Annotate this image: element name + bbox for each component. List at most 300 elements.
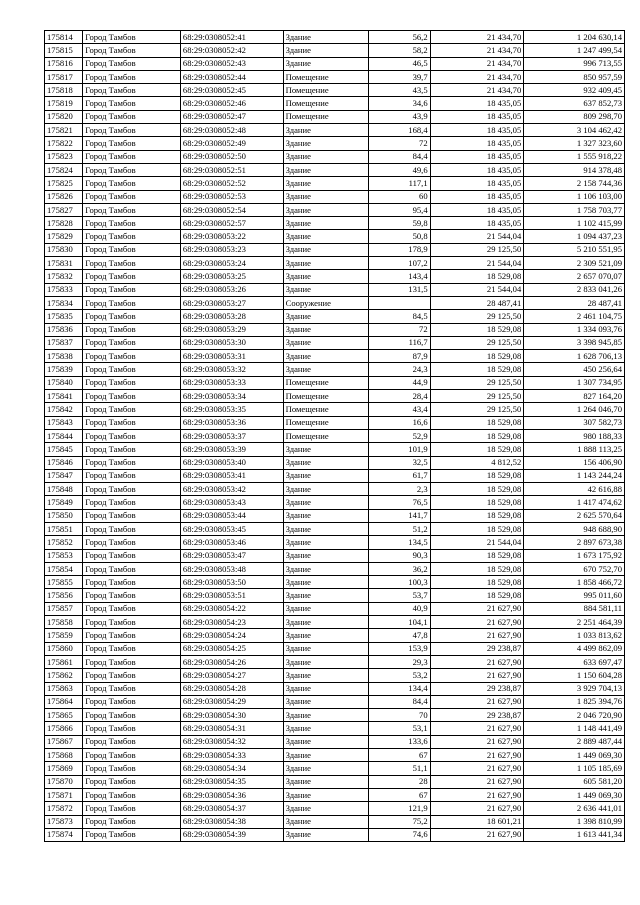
object-type-cell: Здание [283,576,369,589]
area-cell: 28,4 [369,390,430,403]
object-type-cell: Здание [283,616,369,629]
unit-value-cell: 18 529,08 [430,549,524,562]
area-cell: 59,8 [369,217,430,230]
unit-value-cell: 21 627,90 [430,749,524,762]
table-row [45,177,625,190]
table-row [45,536,625,549]
unit-value-cell: 21 434,70 [430,84,524,97]
table-row [45,815,625,828]
row-id: 175841 [45,390,83,403]
table-row [45,350,625,363]
cadastral-value-cell: 1 825 394,76 [524,695,625,708]
table-row [45,44,625,57]
unit-value-cell: 18 529,08 [430,496,524,509]
area-cell: 39,7 [369,70,430,83]
area-cell: 56,2 [369,31,430,44]
cadastral-table [44,30,625,842]
object-type-cell: Здание [283,815,369,828]
cadastral-number-cell: 68:29:0308054:34 [180,762,283,775]
unit-value-cell: 18 435,05 [430,163,524,176]
cadastral-value-cell: 1 094 437,23 [524,230,625,243]
city-cell: Город Тамбов [83,762,181,775]
cadastral-number-cell: 68:29:0308054:29 [180,695,283,708]
city-cell: Город Тамбов [83,217,181,230]
table-row [45,70,625,83]
object-type-cell: Здание [283,456,369,469]
cadastral-number-cell: 68:29:0308053:51 [180,589,283,602]
cadastral-value-cell: 2 889 487,44 [524,735,625,748]
cadastral-number-cell: 68:29:0308054:24 [180,629,283,642]
table-row [45,682,625,695]
city-cell: Город Тамбов [83,323,181,336]
row-id: 175860 [45,642,83,655]
cadastral-value-cell: 2 636 441,01 [524,802,625,815]
object-type-cell: Здание [283,536,369,549]
unit-value-cell: 21 434,70 [430,70,524,83]
unit-value-cell: 21 544,04 [430,536,524,549]
area-cell: 121,9 [369,802,430,815]
area-cell: 52,9 [369,429,430,442]
area-cell: 67 [369,788,430,801]
object-type-cell: Помещение [283,84,369,97]
object-type-cell: Здание [283,602,369,615]
city-cell: Город Тамбов [83,815,181,828]
cadastral-number-cell: 68:29:0308052:53 [180,190,283,203]
area-cell: 43,4 [369,403,430,416]
table-row [45,203,625,216]
area-cell: 153,9 [369,642,430,655]
city-cell: Город Тамбов [83,629,181,642]
row-id: 175859 [45,629,83,642]
area-cell: 60 [369,190,430,203]
unit-value-cell: 18 529,08 [430,483,524,496]
city-cell: Город Тамбов [83,695,181,708]
cadastral-number-cell: 68:29:0308054:22 [180,602,283,615]
object-type-cell: Помещение [283,376,369,389]
table-row [45,562,625,575]
unit-value-cell: 29 125,50 [430,310,524,323]
city-cell: Город Тамбов [83,336,181,349]
cadastral-number-cell: 68:29:0308052:51 [180,163,283,176]
object-type-cell: Помещение [283,429,369,442]
city-cell: Город Тамбов [83,589,181,602]
area-cell: 168,4 [369,124,430,137]
cadastral-value-cell: 2 046 720,90 [524,709,625,722]
cadastral-number-cell: 68:29:0308052:43 [180,57,283,70]
table-row [45,762,625,775]
area-cell: 43,5 [369,84,430,97]
unit-value-cell: 29 238,87 [430,709,524,722]
cadastral-number-cell: 68:29:0308053:35 [180,403,283,416]
table-row [45,336,625,349]
cadastral-value-cell: 3 104 462,42 [524,124,625,137]
cadastral-number-cell: 68:29:0308054:38 [180,815,283,828]
cadastral-value-cell: 1 555 918,22 [524,150,625,163]
row-id: 175824 [45,163,83,176]
table-row [45,469,625,482]
cadastral-value-cell: 637 852,73 [524,97,625,110]
row-id: 175827 [45,203,83,216]
object-type-cell: Здание [283,762,369,775]
table-row [45,296,625,309]
object-type-cell: Здание [283,443,369,456]
city-cell: Город Тамбов [83,57,181,70]
object-type-cell: Здание [283,469,369,482]
unit-value-cell: 29 125,50 [430,243,524,256]
object-type-cell: Здание [283,655,369,668]
object-type-cell: Помещение [283,390,369,403]
cadastral-value-cell: 1 334 093,76 [524,323,625,336]
row-id: 175847 [45,469,83,482]
row-id: 175865 [45,709,83,722]
cadastral-value-cell: 996 713,55 [524,57,625,70]
row-id: 175823 [45,150,83,163]
table-row [45,283,625,296]
city-cell: Город Тамбов [83,469,181,482]
city-cell: Город Тамбов [83,137,181,150]
object-type-cell: Здание [283,350,369,363]
city-cell: Город Тамбов [83,616,181,629]
cadastral-number-cell: 68:29:0308053:45 [180,522,283,535]
city-cell: Город Тамбов [83,802,181,815]
cadastral-number-cell: 68:29:0308053:39 [180,443,283,456]
cadastral-number-cell: 68:29:0308054:26 [180,655,283,668]
object-type-cell: Здание [283,177,369,190]
area-cell: 67 [369,749,430,762]
cadastral-value-cell: 1 449 069,30 [524,749,625,762]
city-cell: Город Тамбов [83,243,181,256]
row-id: 175835 [45,310,83,323]
area-cell: 34,6 [369,97,430,110]
object-type-cell: Здание [283,562,369,575]
area-cell: 84,4 [369,695,430,708]
city-cell: Город Тамбов [83,177,181,190]
cadastral-number-cell: 68:29:0308053:46 [180,536,283,549]
cadastral-number-cell: 68:29:0308053:48 [180,562,283,575]
city-cell: Город Тамбов [83,203,181,216]
cadastral-number-cell: 68:29:0308053:32 [180,363,283,376]
area-cell: 50,8 [369,230,430,243]
table-row [45,456,625,469]
cadastral-value-cell: 1 417 474,62 [524,496,625,509]
object-type-cell: Здание [283,709,369,722]
table-row [45,376,625,389]
row-id: 175871 [45,788,83,801]
cadastral-number-cell: 68:29:0308053:23 [180,243,283,256]
table-row [45,429,625,442]
area-cell: 72 [369,323,430,336]
table-row [45,749,625,762]
table-row [45,642,625,655]
unit-value-cell: 21 627,90 [430,762,524,775]
row-id: 175822 [45,137,83,150]
object-type-cell: Здание [283,509,369,522]
unit-value-cell: 29 125,50 [430,403,524,416]
table-row [45,589,625,602]
unit-value-cell: 21 627,90 [430,602,524,615]
cadastral-number-cell: 68:29:0308053:22 [180,230,283,243]
city-cell: Город Тамбов [83,390,181,403]
unit-value-cell: 21 627,90 [430,775,524,788]
area-cell: 133,6 [369,735,430,748]
table-row [45,602,625,615]
cadastral-value-cell: 914 378,48 [524,163,625,176]
cadastral-number-cell: 68:29:0308053:27 [180,296,283,309]
city-cell: Город Тамбов [83,669,181,682]
city-cell: Город Тамбов [83,655,181,668]
unit-value-cell: 18 529,08 [430,509,524,522]
cadastral-number-cell: 68:29:0308054:31 [180,722,283,735]
cadastral-value-cell: 995 011,60 [524,589,625,602]
object-type-cell: Здание [283,217,369,230]
cadastral-value-cell: 1 307 734,95 [524,376,625,389]
unit-value-cell: 21 627,90 [430,722,524,735]
row-id: 175852 [45,536,83,549]
table-row [45,629,625,642]
cadastral-value-cell: 1 106 103,00 [524,190,625,203]
cadastral-number-cell: 68:29:0308052:50 [180,150,283,163]
area-cell: 2,3 [369,483,430,496]
cadastral-value-cell: 156 406,90 [524,456,625,469]
row-id: 175866 [45,722,83,735]
unit-value-cell: 18 529,08 [430,443,524,456]
cadastral-value-cell: 1 327 323,60 [524,137,625,150]
table-row [45,257,625,270]
table-row [45,363,625,376]
row-id: 175837 [45,336,83,349]
city-cell: Город Тамбов [83,150,181,163]
area-cell: 74,6 [369,828,430,841]
city-cell: Город Тамбов [83,376,181,389]
row-id: 175844 [45,429,83,442]
city-cell: Город Тамбов [83,270,181,283]
object-type-cell: Здание [283,775,369,788]
cadastral-value-cell: 1 247 499,54 [524,44,625,57]
cadastral-number-cell: 68:29:0308053:36 [180,416,283,429]
unit-value-cell: 18 435,05 [430,124,524,137]
table-row [45,31,625,44]
cadastral-value-cell: 809 298,70 [524,110,625,123]
cadastral-number-cell: 68:29:0308053:33 [180,376,283,389]
cadastral-value-cell: 980 188,33 [524,429,625,442]
city-cell: Город Тамбов [83,682,181,695]
area-cell: 100,3 [369,576,430,589]
city-cell: Город Тамбов [83,163,181,176]
unit-value-cell: 18 435,05 [430,217,524,230]
area-cell: 76,5 [369,496,430,509]
object-type-cell: Помещение [283,110,369,123]
unit-value-cell: 21 627,90 [430,802,524,815]
unit-value-cell: 18 529,08 [430,562,524,575]
city-cell: Город Тамбов [83,190,181,203]
area-cell: 46,5 [369,57,430,70]
city-cell: Город Тамбов [83,642,181,655]
cadastral-number-cell: 68:29:0308053:47 [180,549,283,562]
table-body [45,31,625,842]
row-id: 175816 [45,57,83,70]
table-row [45,802,625,815]
city-cell: Город Тамбов [83,429,181,442]
object-type-cell: Здание [283,336,369,349]
row-id: 175839 [45,363,83,376]
area-cell: 104,1 [369,616,430,629]
city-cell: Город Тамбов [83,403,181,416]
cadastral-value-cell: 1 204 630,14 [524,31,625,44]
table-row [45,390,625,403]
unit-value-cell: 21 544,04 [430,257,524,270]
cadastral-number-cell: 68:29:0308053:29 [180,323,283,336]
unit-value-cell: 21 627,90 [430,788,524,801]
row-id: 175832 [45,270,83,283]
table-row [45,483,625,496]
row-id: 175817 [45,70,83,83]
unit-value-cell: 29 125,50 [430,336,524,349]
row-id: 175828 [45,217,83,230]
cadastral-value-cell: 1 264 046,70 [524,403,625,416]
city-cell: Город Тамбов [83,84,181,97]
unit-value-cell: 18 435,05 [430,190,524,203]
cadastral-value-cell: 2 833 041,26 [524,283,625,296]
row-id: 175843 [45,416,83,429]
cadastral-value-cell: 1 673 175,92 [524,549,625,562]
table-row [45,150,625,163]
area-cell: 24,3 [369,363,430,376]
table-row [45,84,625,97]
row-id: 175831 [45,257,83,270]
unit-value-cell: 18 435,05 [430,203,524,216]
object-type-cell: Здание [283,57,369,70]
row-id: 175836 [45,323,83,336]
city-cell: Город Тамбов [83,496,181,509]
cadastral-value-cell: 2 158 744,36 [524,177,625,190]
row-id: 175854 [45,562,83,575]
object-type-cell: Здание [283,642,369,655]
table-row [45,828,625,841]
table-row [45,217,625,230]
area-cell: 43,9 [369,110,430,123]
cadastral-number-cell: 68:29:0308052:47 [180,110,283,123]
cadastral-number-cell: 68:29:0308053:50 [180,576,283,589]
city-cell: Город Тамбов [83,483,181,496]
table-row [45,509,625,522]
object-type-cell: Помещение [283,403,369,416]
cadastral-number-cell: 68:29:0308052:41 [180,31,283,44]
object-type-cell: Здание [283,549,369,562]
table-row [45,722,625,735]
area-cell: 134,4 [369,682,430,695]
row-id: 175819 [45,97,83,110]
city-cell: Город Тамбов [83,562,181,575]
table-row [45,57,625,70]
object-type-cell: Здание [283,137,369,150]
object-type-cell: Здание [283,283,369,296]
cadastral-number-cell: 68:29:0308054:37 [180,802,283,815]
cadastral-number-cell: 68:29:0308054:32 [180,735,283,748]
unit-value-cell: 29 125,50 [430,376,524,389]
unit-value-cell: 18 529,08 [430,576,524,589]
cadastral-value-cell: 948 688,90 [524,522,625,535]
cadastral-value-cell: 4 499 862,09 [524,642,625,655]
cadastral-value-sheet [44,30,625,842]
area-cell: 51,1 [369,762,430,775]
cadastral-value-cell: 670 752,70 [524,562,625,575]
cadastral-number-cell: 68:29:0308052:45 [180,84,283,97]
object-type-cell: Здание [283,682,369,695]
city-cell: Город Тамбов [83,549,181,562]
city-cell: Город Тамбов [83,735,181,748]
row-id: 175851 [45,522,83,535]
cadastral-value-cell: 2 657 070,07 [524,270,625,283]
city-cell: Город Тамбов [83,70,181,83]
object-type-cell: Здание [283,669,369,682]
table-row [45,496,625,509]
area-cell: 49,6 [369,163,430,176]
cadastral-number-cell: 68:29:0308052:49 [180,137,283,150]
cadastral-value-cell: 3 398 945,85 [524,336,625,349]
unit-value-cell: 28 487,41 [430,296,524,309]
cadastral-number-cell: 68:29:0308052:42 [180,44,283,57]
city-cell: Город Тамбов [83,443,181,456]
cadastral-number-cell: 68:29:0308053:34 [180,390,283,403]
row-id: 175853 [45,549,83,562]
row-id: 175863 [45,682,83,695]
object-type-cell: Здание [283,828,369,841]
object-type-cell: Здание [283,496,369,509]
city-cell: Город Тамбов [83,283,181,296]
area-cell: 28 [369,775,430,788]
unit-value-cell: 21 627,90 [430,669,524,682]
table-row [45,310,625,323]
table-row [45,163,625,176]
unit-value-cell: 18 529,08 [430,416,524,429]
object-type-cell: Здание [283,589,369,602]
row-id: 175820 [45,110,83,123]
area-cell: 47,8 [369,629,430,642]
city-cell: Город Тамбов [83,509,181,522]
unit-value-cell: 29 238,87 [430,642,524,655]
area-cell: 72 [369,137,430,150]
object-type-cell: Здание [283,483,369,496]
row-id: 175856 [45,589,83,602]
cadastral-number-cell: 68:29:0308053:43 [180,496,283,509]
city-cell: Город Тамбов [83,296,181,309]
city-cell: Город Тамбов [83,350,181,363]
cadastral-value-cell: 1 858 466,72 [524,576,625,589]
row-id: 175862 [45,669,83,682]
row-id: 175864 [45,695,83,708]
cadastral-number-cell: 68:29:0308053:31 [180,350,283,363]
object-type-cell: Здание [283,363,369,376]
table-row [45,416,625,429]
cadastral-number-cell: 68:29:0308054:36 [180,788,283,801]
cadastral-number-cell: 68:29:0308052:54 [180,203,283,216]
unit-value-cell: 29 238,87 [430,682,524,695]
row-id: 175874 [45,828,83,841]
area-cell: 53,7 [369,589,430,602]
area-cell: 29,3 [369,655,430,668]
cadastral-number-cell: 68:29:0308053:37 [180,429,283,442]
table-row [45,735,625,748]
cadastral-value-cell: 1 758 703,77 [524,203,625,216]
city-cell: Город Тамбов [83,44,181,57]
area-cell: 16,6 [369,416,430,429]
table-row [45,124,625,137]
cadastral-number-cell: 68:29:0308052:44 [180,70,283,83]
object-type-cell: Здание [283,522,369,535]
cadastral-number-cell: 68:29:0308053:30 [180,336,283,349]
cadastral-value-cell: 932 409,45 [524,84,625,97]
city-cell: Город Тамбов [83,31,181,44]
